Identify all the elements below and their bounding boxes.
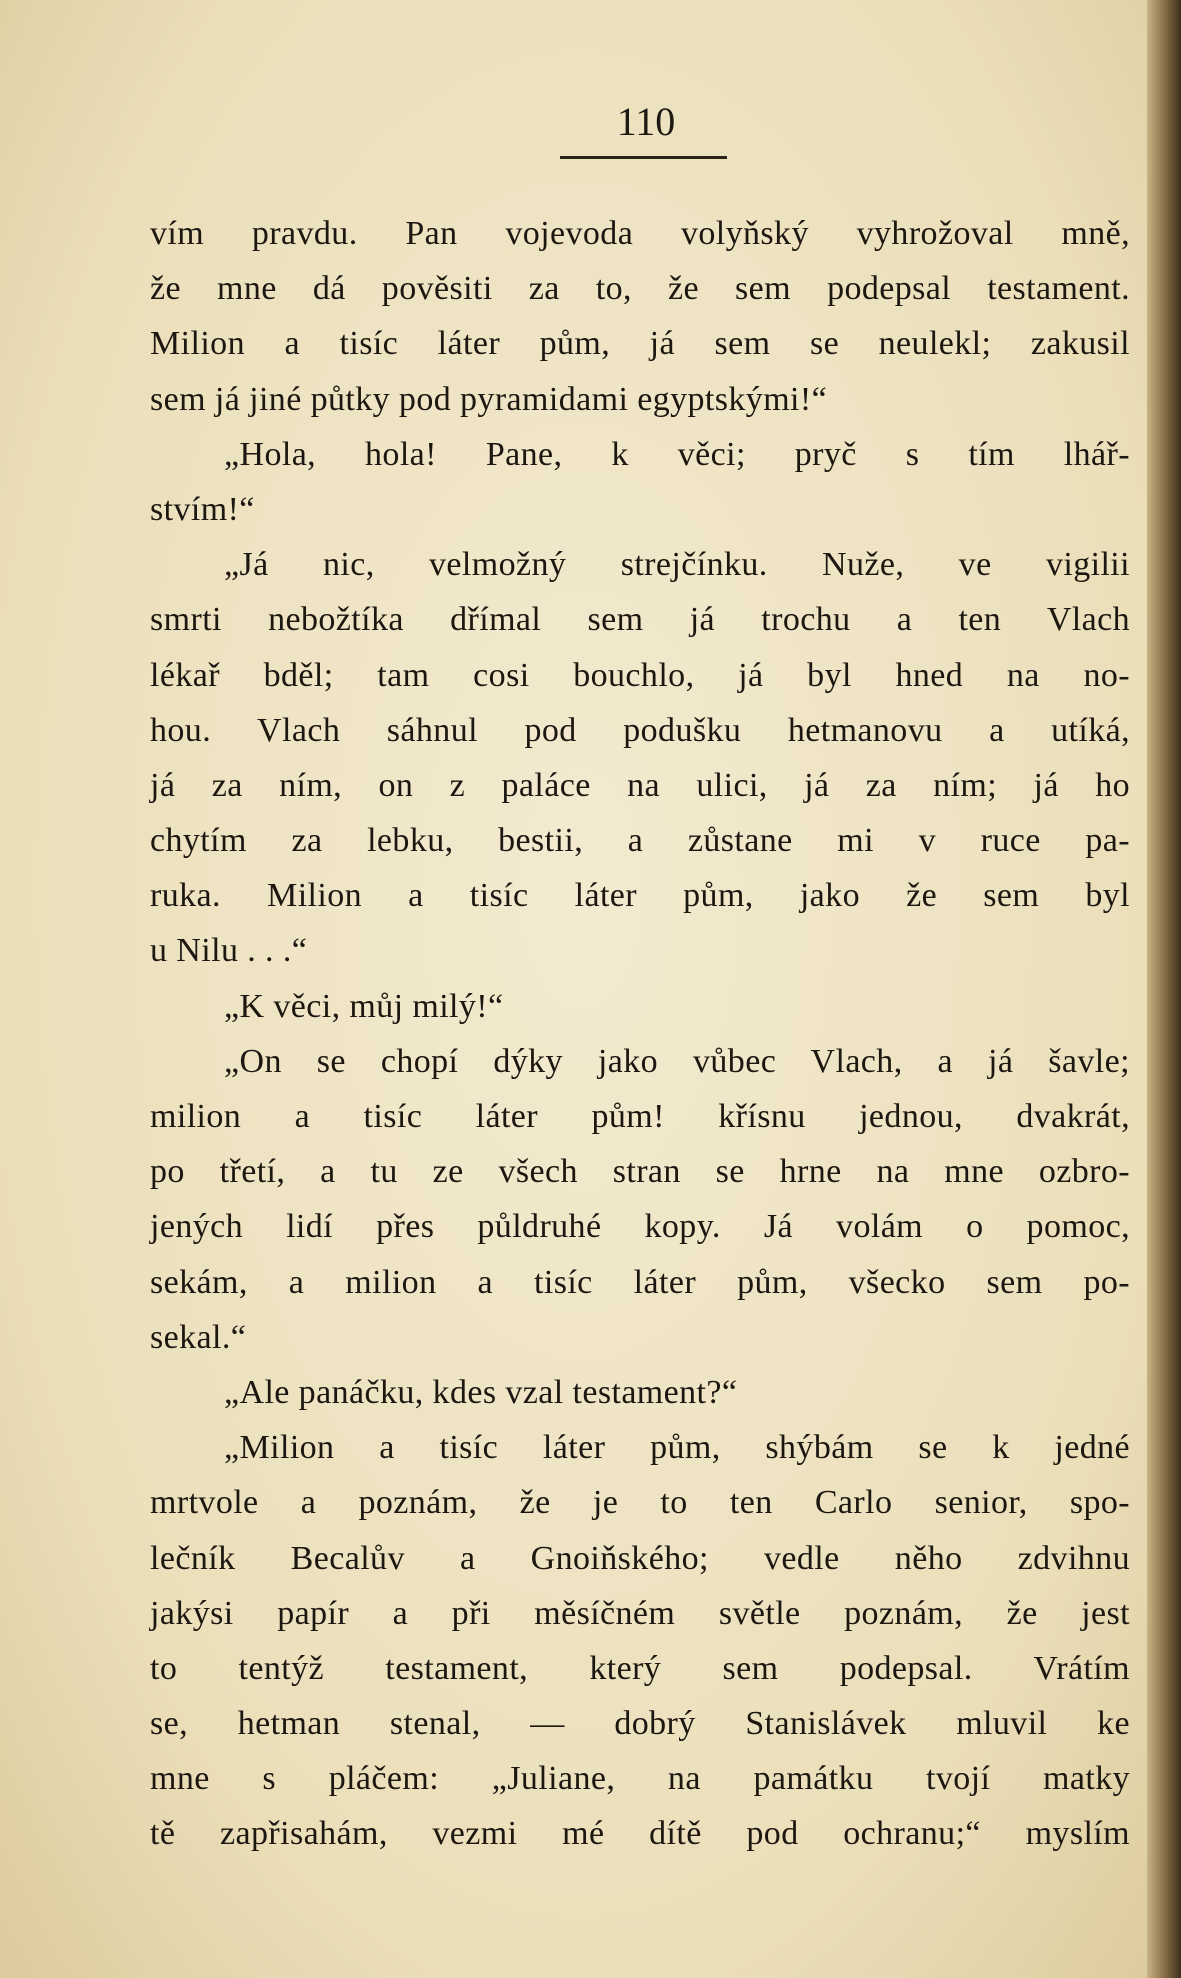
text-line: „Hola, hola! Pane, k věci; pryč s tím lhář- [224,435,1130,473]
text-line: lékař bděl; tam cosi bouchlo, já byl hned na no- [150,656,1130,694]
text-line: stvím!“ [150,490,255,528]
text-line: u Nilu . . .“ [150,932,308,970]
text-line: vím pravdu. Pan vojevoda volyňský vyhrožoval mně, [150,215,1130,252]
text-line: sem já jiné půtky pod pyramidami egyptskými!“ [150,380,828,418]
text-line: „K věci, můj milý!“ [224,987,504,1025]
text-line: milion a tisíc láter pům! křísnu jednou, dvakrát, [150,1098,1130,1135]
text-line: Milion a tisíc láter pům, já sem se neulekl; zakusil [150,325,1130,363]
text-line: sekal.“ [150,1318,247,1356]
text-line: po třetí, a tu ze všech stran se hrne na mne ozbro- [150,1153,1130,1191]
text-line: jených lidí přes půldruhé kopy. Já volám o pomoc, [150,1208,1130,1246]
text-line: sekám, a milion a tisíc láter pům, všecko sem po- [150,1263,1130,1301]
text-line: „Já nic, velmožný strejčínku. Nuže, ve vigilii [224,546,1130,584]
text-line: „On se chopí dýky jako vůbec Vlach, a já šavle; [224,1042,1130,1080]
text-line: já za ním, on z paláce na ulici, já za ním; já ho [150,766,1130,804]
text-line: hou. Vlach sáhnul pod podušku hetmanovu a utíká, [150,711,1130,749]
text-line: jakýsi papír a při měsíčném světle poznám, že jest [150,1594,1130,1632]
text-line: se, hetman stenal, — dobrý Stanislávek mluvil ke [150,1705,1130,1743]
text-line: smrti nebožtíka dřímal sem já trochu a ten Vlach [150,601,1130,639]
text-line: mne s pláčem: „Juliane, na památku tvojí matky [150,1760,1130,1798]
text-line: chytím za lebku, bestii, a zůstane mi v ruce pa- [150,822,1130,860]
text-line: tě zapřisahám, vezmi mé dítě pod ochranu;“ myslím [150,1815,1130,1853]
text-line: mrtvole a poznám, že je to ten Carlo senior, spo- [150,1484,1130,1522]
text-line: „Milion a tisíc láter pům, shýbám se k jedné [224,1429,1130,1467]
text-line: ruka. Milion a tisíc láter pům, jako že sem byl [150,877,1130,915]
page-number: 110 [616,99,676,144]
text-line: to tentýž testament, který sem podepsal. Vrátím [150,1649,1130,1687]
header-rule [560,156,727,159]
text-line: lečník Becalův a Gnoiňského; vedle něho zdvihnu [150,1539,1130,1577]
body-text [150,206,1130,1862]
text-line: „Ale panáčku, kdes vzal testament?“ [224,1373,738,1411]
book-gutter [1147,0,1181,1978]
text-line: že mne dá pověsiti za to, že sem podepsal testament. [150,270,1130,308]
